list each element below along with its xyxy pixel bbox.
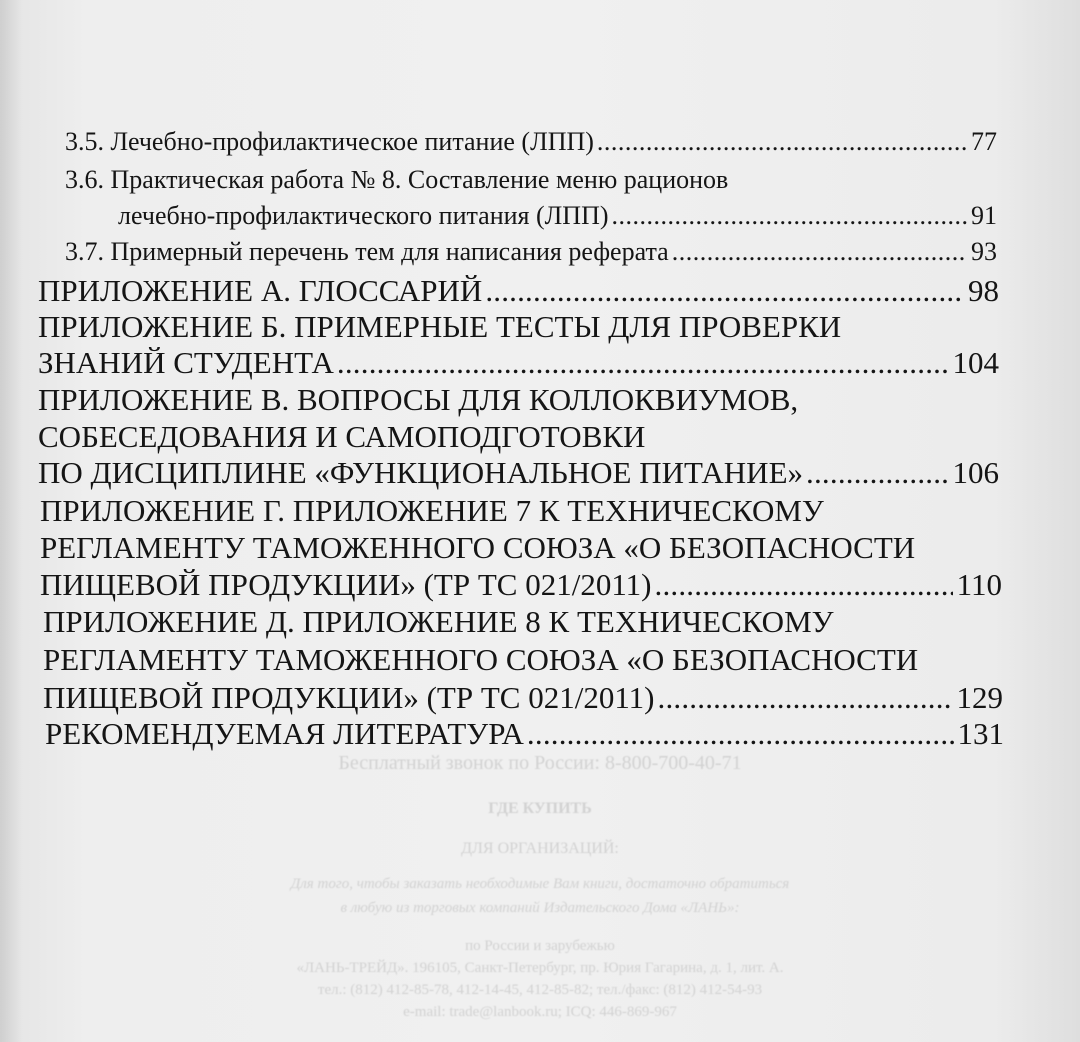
toc-entry-page: 93 xyxy=(971,237,997,266)
toc-entry-title: РЕГЛАМЕНТУ ТАМОЖЕННОГО СОЮЗА «О БЕЗОПАСНОСТИ xyxy=(40,530,916,565)
toc-entry xyxy=(38,455,999,491)
dot-leader xyxy=(485,273,964,309)
toc-entry xyxy=(38,273,999,309)
toc-entry xyxy=(43,680,1003,716)
bleed-through-text: по России и зарубежью xyxy=(465,938,615,954)
toc-entry xyxy=(65,165,728,195)
toc-entry-title: РЕКОМЕНДУЕМАЯ ЛИТЕРАТУРА xyxy=(45,716,524,751)
toc-entry-title: ПРИЛОЖЕНИЕ В. ВОПРОСЫ ДЛЯ КОЛЛОКВИУМОВ, xyxy=(38,382,799,417)
toc-entry xyxy=(118,201,997,231)
bleed-through-text: тел.: (812) 412-85-78, 412-14-45, 412-85-82; тел./факс: (812) 412-54-93 xyxy=(317,982,763,998)
dot-leader xyxy=(655,567,953,603)
toc-entry-page: 106 xyxy=(952,455,999,490)
toc-entry-page: 91 xyxy=(971,201,997,230)
bleed-through-text: «ЛАНЬ-ТРЕЙД». 196105, Санкт-Петербург, пр. Юрия Гагарина, д. 1, лит. А. xyxy=(296,960,784,976)
toc-entry-title: ПИЩЕВОЙ ПРОДУКЦИИ» (ТР ТС 021/2011) xyxy=(43,680,655,715)
toc-entry xyxy=(40,493,824,529)
dot-leader xyxy=(597,127,967,157)
toc-entry-title: лечебно-профилактического питания (ЛПП) xyxy=(118,201,609,230)
toc-entry-page: 131 xyxy=(957,716,1004,751)
toc-entry-title: ПРИЛОЖЕНИЕ А. ГЛОССАРИЙ xyxy=(38,273,483,308)
toc-entry-page: 77 xyxy=(971,127,997,156)
bleed-through-text: e-mail: trade@lanbook.ru; ICQ: 446-869-967 xyxy=(403,1004,677,1020)
toc-entry-title: ПО ДИСЦИПЛИНЕ «ФУНКЦИОНАЛЬНОЕ ПИТАНИЕ» xyxy=(38,455,804,490)
dot-leader xyxy=(527,716,954,752)
toc-entry xyxy=(38,345,999,381)
toc-entry xyxy=(40,530,915,566)
toc-entry xyxy=(38,419,645,455)
toc-entry xyxy=(38,309,841,345)
bleed-through-text: в любую из торговых компаний Издательского Дома «ЛАНЬ»: xyxy=(340,900,740,916)
toc-entry xyxy=(43,604,834,640)
toc-entry-title: ЗНАНИЙ СТУДЕНТА xyxy=(38,345,334,380)
toc-entry-page: 98 xyxy=(968,273,999,308)
dot-leader xyxy=(672,237,967,267)
bleed-through-text: ДЛЯ ОРГАНИЗАЦИЙ: xyxy=(461,840,619,857)
bleed-through-text: Бесплатный звонок по России: 8-800-700-40-71 xyxy=(338,752,742,774)
toc-entry-page: 104 xyxy=(952,345,999,380)
toc-entry xyxy=(40,567,1002,603)
toc-entry-title: 3.7. Примерный перечень тем для написания реферата xyxy=(65,237,669,266)
toc-entry-title: СОБЕСЕДОВАНИЯ И САМОПОДГОТОВКИ xyxy=(38,419,646,454)
toc-entry xyxy=(45,716,1004,752)
toc-entry-title: ПИЩЕВОЙ ПРОДУКЦИИ» (ТР ТС 021/2011) xyxy=(40,567,652,602)
bleed-through-text: ГДЕ КУПИТЬ xyxy=(488,800,592,817)
dot-leader xyxy=(658,680,953,716)
toc-entry xyxy=(65,237,997,267)
toc-entry-page: 110 xyxy=(956,567,1002,602)
toc-entry-title: 3.6. Практическая работа № 8. Составление меню рационов xyxy=(65,165,729,194)
toc-entry-title: РЕГЛАМЕНТУ ТАМОЖЕННОГО СОЮЗА «О БЕЗОПАСНОСТИ xyxy=(43,642,919,677)
toc-entry-title: 3.5. Лечебно-профилактическое питание (ЛПП) xyxy=(65,127,594,156)
toc-entry xyxy=(38,382,798,418)
toc-entry xyxy=(43,642,918,678)
dot-leader xyxy=(612,201,967,231)
toc-entry-title: ПРИЛОЖЕНИЕ Б. ПРИМЕРНЫЕ ТЕСТЫ ДЛЯ ПРОВЕРКИ xyxy=(38,309,842,344)
bleed-through-text: Для того, чтобы заказать необходимые Вам книги, достаточно обратиться xyxy=(290,876,790,892)
toc-entry-title: ПРИЛОЖЕНИЕ Д. ПРИЛОЖЕНИЕ 8 К ТЕХНИЧЕСКОМУ xyxy=(43,604,834,639)
dot-leader xyxy=(806,455,948,491)
toc-entry-page: 129 xyxy=(956,680,1003,715)
toc-entry-title: ПРИЛОЖЕНИЕ Г. ПРИЛОЖЕНИЕ 7 К ТЕХНИЧЕСКОМУ xyxy=(40,493,824,528)
dot-leader xyxy=(337,345,949,381)
toc-entry xyxy=(65,127,997,157)
